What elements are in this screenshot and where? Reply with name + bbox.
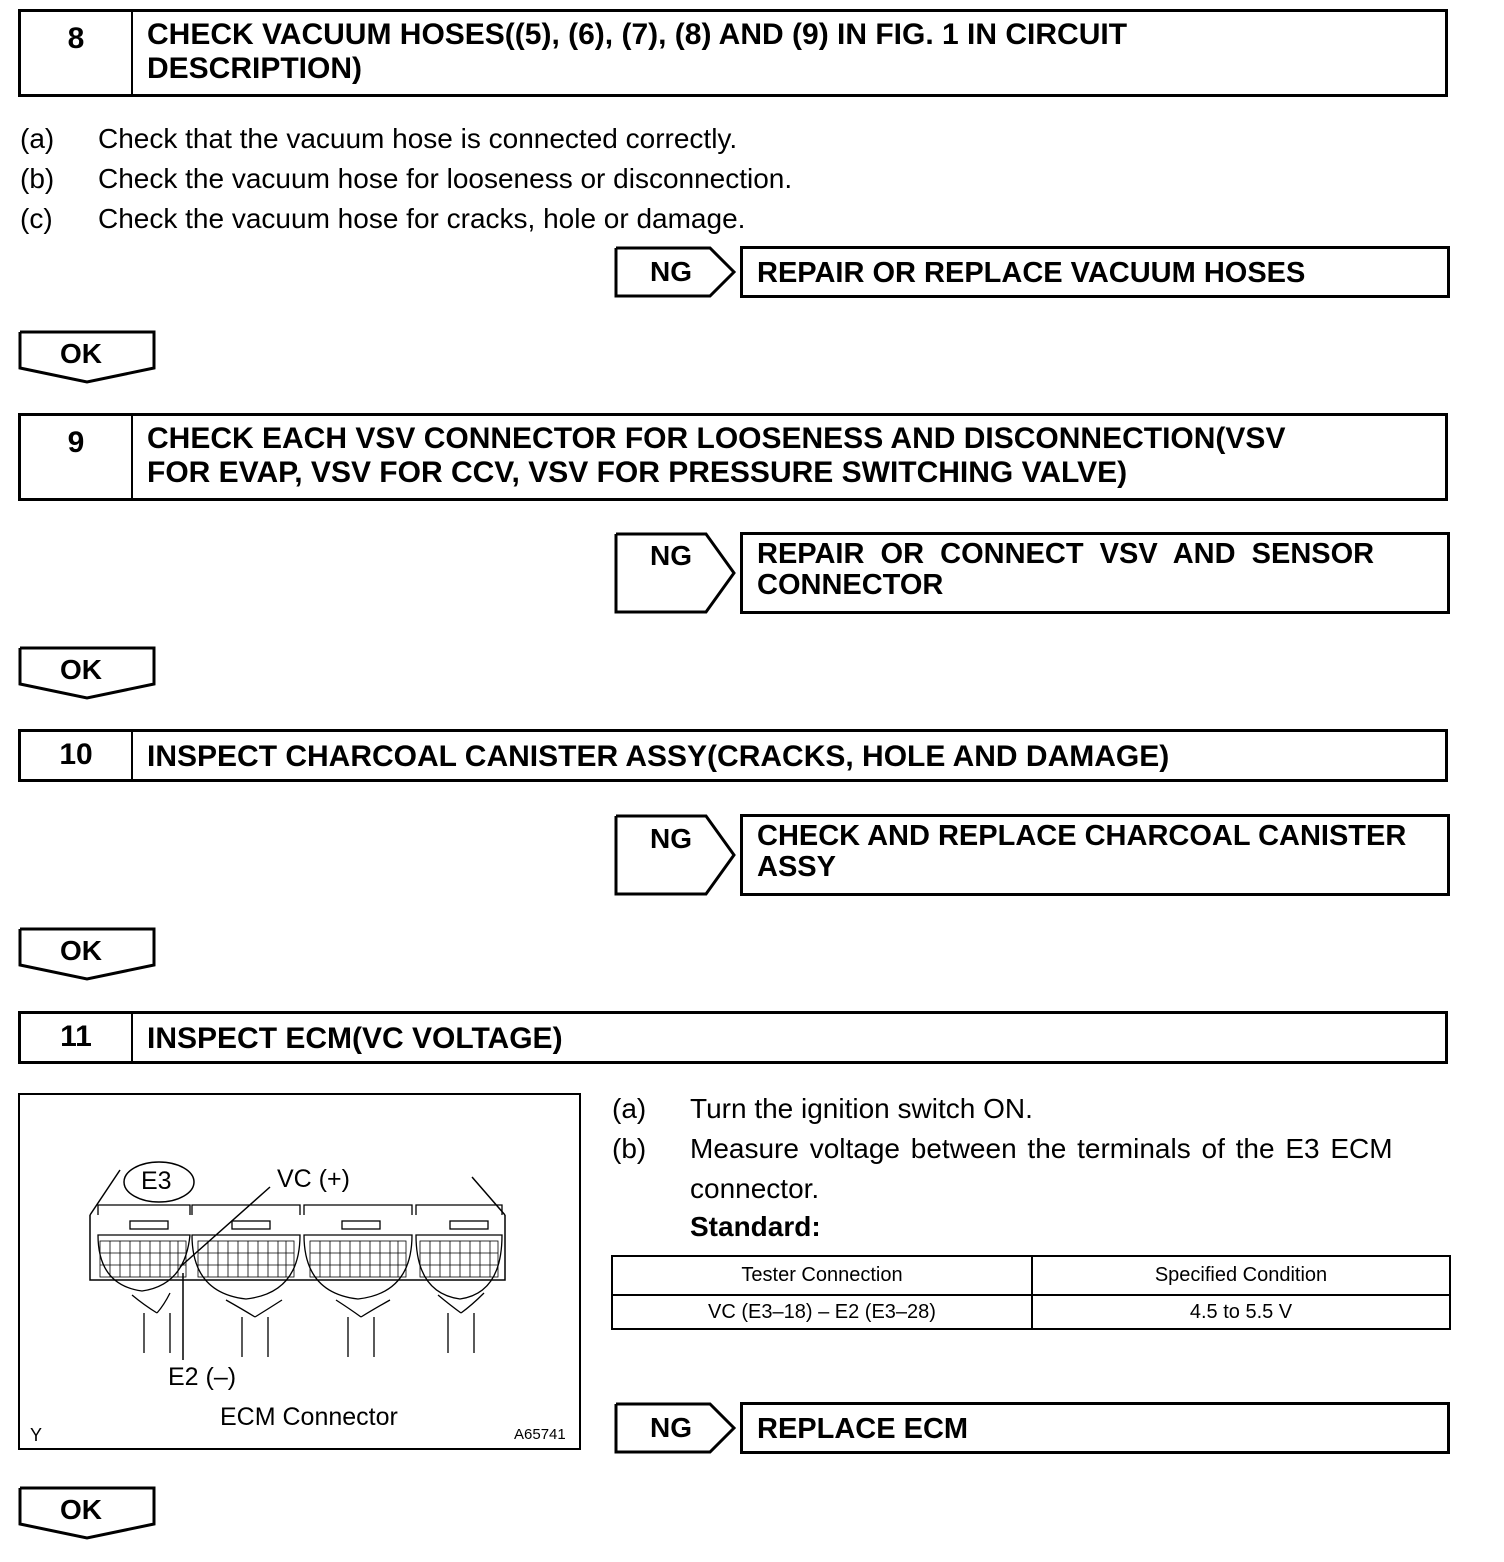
substep: [20, 202, 920, 236]
ng-label: NG: [650, 823, 692, 854]
spec-table: [611, 1255, 1451, 1330]
step-9-header: [18, 413, 1448, 501]
ng-action-text: ASSY: [757, 851, 836, 883]
substep-text-continued: connector.: [690, 1173, 820, 1204]
ng-action-text: REPLACE ECM: [757, 1413, 969, 1445]
step-title-line: INSPECT CHARCOAL CANISTER ASSY(CRACKS, HOLE AND DAMAGE): [147, 740, 1170, 773]
substep-label: (b): [20, 163, 55, 194]
substep: [612, 1092, 1452, 1126]
figure-corner-letter: Y: [30, 1425, 43, 1445]
step-title-line: INSPECT ECM(VC VOLTAGE): [147, 1022, 563, 1055]
ng-action-box: [740, 532, 1450, 614]
substep-label: (c): [20, 203, 53, 234]
figure-caption: ECM Connector: [220, 1403, 398, 1431]
ok-label: OK: [60, 1494, 102, 1525]
step-title-line: FOR EVAP, VSV FOR CCV, VSV FOR PRESSURE SWITCHING VALVE): [147, 456, 1128, 489]
step-title: [147, 422, 1431, 490]
step-title: [147, 740, 1431, 774]
step-title: [147, 1022, 1431, 1056]
figure-code: A65741: [514, 1426, 566, 1443]
substep-text: Check that the vacuum hose is connected correctly.: [98, 123, 738, 154]
substep-label: (b): [612, 1133, 647, 1164]
step-number: 11: [21, 1014, 133, 1061]
substep-label: (a): [20, 123, 55, 154]
step-number: 9: [21, 416, 133, 498]
ng-label: NG: [650, 1412, 692, 1443]
ng-action-text: CONNECTOR: [757, 569, 944, 601]
substep-label: (a): [612, 1093, 647, 1124]
ng-label: NG: [650, 540, 692, 571]
substep-text: Measure voltage between the terminals of the E3 ECM: [690, 1133, 1393, 1164]
ng-action-box: [740, 814, 1450, 896]
ng-action-text: REPAIR OR CONNECT VSV AND SENSOR: [757, 538, 1375, 570]
substep-text: Check the vacuum hose for looseness or disconnection.: [98, 163, 793, 194]
step-number: 8: [21, 12, 133, 94]
ecm-connector-figure: [18, 1093, 581, 1450]
table-header: Specified Condition: [1154, 1264, 1328, 1286]
vc-terminal-label: VC (+): [277, 1165, 350, 1193]
step-11-header: [18, 1011, 1448, 1064]
table-cell: VC (E3–18) – E2 (E3–28): [708, 1301, 936, 1323]
ng-label: NG: [650, 256, 692, 287]
step-title: [147, 18, 1431, 86]
substep-text: Turn the ignition switch ON.: [690, 1093, 1033, 1124]
ng-action-text: REPAIR OR REPLACE VACUUM HOSES: [757, 257, 1306, 289]
table-header: Tester Connection: [741, 1264, 903, 1286]
ng-action-box: [740, 1402, 1450, 1454]
ng-action-box: [740, 246, 1450, 298]
substep: [612, 1132, 1452, 1206]
table-cell: 4.5 to 5.5 V: [1189, 1301, 1293, 1323]
step-title-line: CHECK VACUUM HOSES((5), (6), (7), (8) AND (9) IN FIG. 1 IN CIRCUIT: [147, 18, 1128, 51]
e2-terminal-label: E2 (–): [168, 1363, 237, 1391]
step-title-line: DESCRIPTION): [147, 52, 363, 85]
step-10-header: [18, 729, 1448, 782]
connector-id-label: E3: [141, 1167, 172, 1195]
substep-text: Check the vacuum hose for cracks, hole or damage.: [98, 203, 746, 234]
step-title-line: CHECK EACH VSV CONNECTOR FOR LOOSENESS AND DISCONNECTION(VSV: [147, 422, 1286, 455]
ok-label: OK: [60, 338, 102, 369]
ng-action-text: CHECK AND REPLACE CHARCOAL CANISTER: [757, 820, 1407, 852]
substep: [20, 122, 920, 156]
standard-label: Standard:: [690, 1211, 821, 1242]
ok-label: OK: [60, 935, 102, 966]
step-8-header: [18, 9, 1448, 97]
ok-label: OK: [60, 654, 102, 685]
ecm-connector-illustration: [20, 1095, 579, 1448]
substep: [20, 162, 920, 196]
step-number: 10: [21, 732, 133, 779]
